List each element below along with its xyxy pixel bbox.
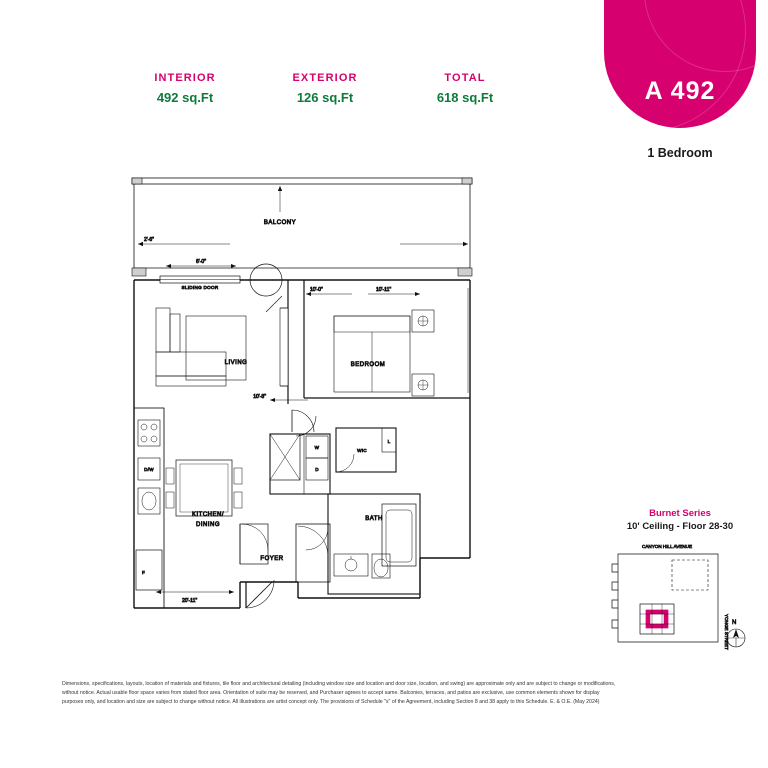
area-exterior (260, 72, 390, 105)
area-summary (120, 72, 530, 105)
room-label-dining: DINING (196, 522, 220, 528)
key-plan (600, 538, 760, 658)
suite-code: A 492 (644, 77, 716, 105)
label-dishwasher: D/W (144, 467, 154, 472)
label-fridge: F (142, 570, 146, 575)
area-interior-value: 492 sq.Ft (156, 90, 214, 105)
disclaimer-line-1: Dimensions, specifications, layouts, location of materials and fixtures, tile floor and architectural detailing (including window size and location and door size, location, and swing) are approximate only and are subject to change or modifications, (62, 681, 616, 687)
area-interior (120, 72, 250, 105)
label-linen: L (387, 439, 391, 444)
room-label-bath: BATH (365, 516, 383, 522)
suite-badge (604, 0, 756, 128)
dim-kitchen-length: 20'-11" (182, 598, 198, 604)
disclaimer-line-3: purposes only, and location and size are subject to change without notice. All illustrations are artist concept only. The provisions of Schedule "x" of the Agreement, including Section 8 and 38 apply to this Schedule. E. & O.E. (May 2024) (62, 699, 600, 706)
bedroom-type: 1 Bedroom (647, 146, 713, 160)
dim-balcony-depth: 2'-6" (144, 237, 154, 243)
dim-living-width: 10'-8" (253, 394, 266, 400)
dim-sliding-door: 6'-0" (196, 259, 206, 265)
room-label-living: LIVING (224, 360, 248, 366)
room-label-kitchen: KITCHEN/ (191, 512, 225, 518)
disclaimer-line-2: without notice. Actual usable floor space varies from stated floor area. Orientation of suite may be reserved, and Purchaser agrees to accept same. Balconies, terraces, and patios are exclusive, use common elements shown for display (62, 690, 600, 697)
series-floors: 10' Ceiling - Floor 28-30 (626, 521, 734, 532)
series-info (604, 508, 756, 532)
area-exterior-title: EXTERIOR (292, 72, 358, 84)
room-label-foyer: FOYER (260, 556, 284, 562)
label-washer: W (314, 445, 320, 450)
disclaimer (62, 680, 712, 707)
area-total-title: TOTAL (444, 72, 486, 84)
floor-plan (120, 168, 500, 618)
dim-bedroom-a: 10'-0" (310, 287, 323, 293)
area-total-value: 618 sq.Ft (436, 90, 494, 105)
keyplan-street-top: CANYON HILL AVENUE (642, 544, 693, 549)
area-total (400, 72, 530, 105)
area-exterior-value: 126 sq.Ft (296, 90, 354, 105)
svg-text:N: N (732, 620, 737, 626)
keyplan-street-right: YONGE STREET (724, 614, 729, 650)
label-sliding-door: SLIDING DOOR (181, 285, 219, 290)
room-label-balcony: BALCONY (263, 220, 297, 226)
series-name: Burnet Series (649, 508, 711, 519)
room-label-bedroom: BEDROOM (350, 362, 386, 368)
label-dryer: D (315, 467, 319, 472)
area-interior-title: INTERIOR (154, 72, 216, 84)
room-label-wic: WIC (357, 448, 367, 453)
dim-bedroom-b: 10'-11" (376, 287, 392, 293)
